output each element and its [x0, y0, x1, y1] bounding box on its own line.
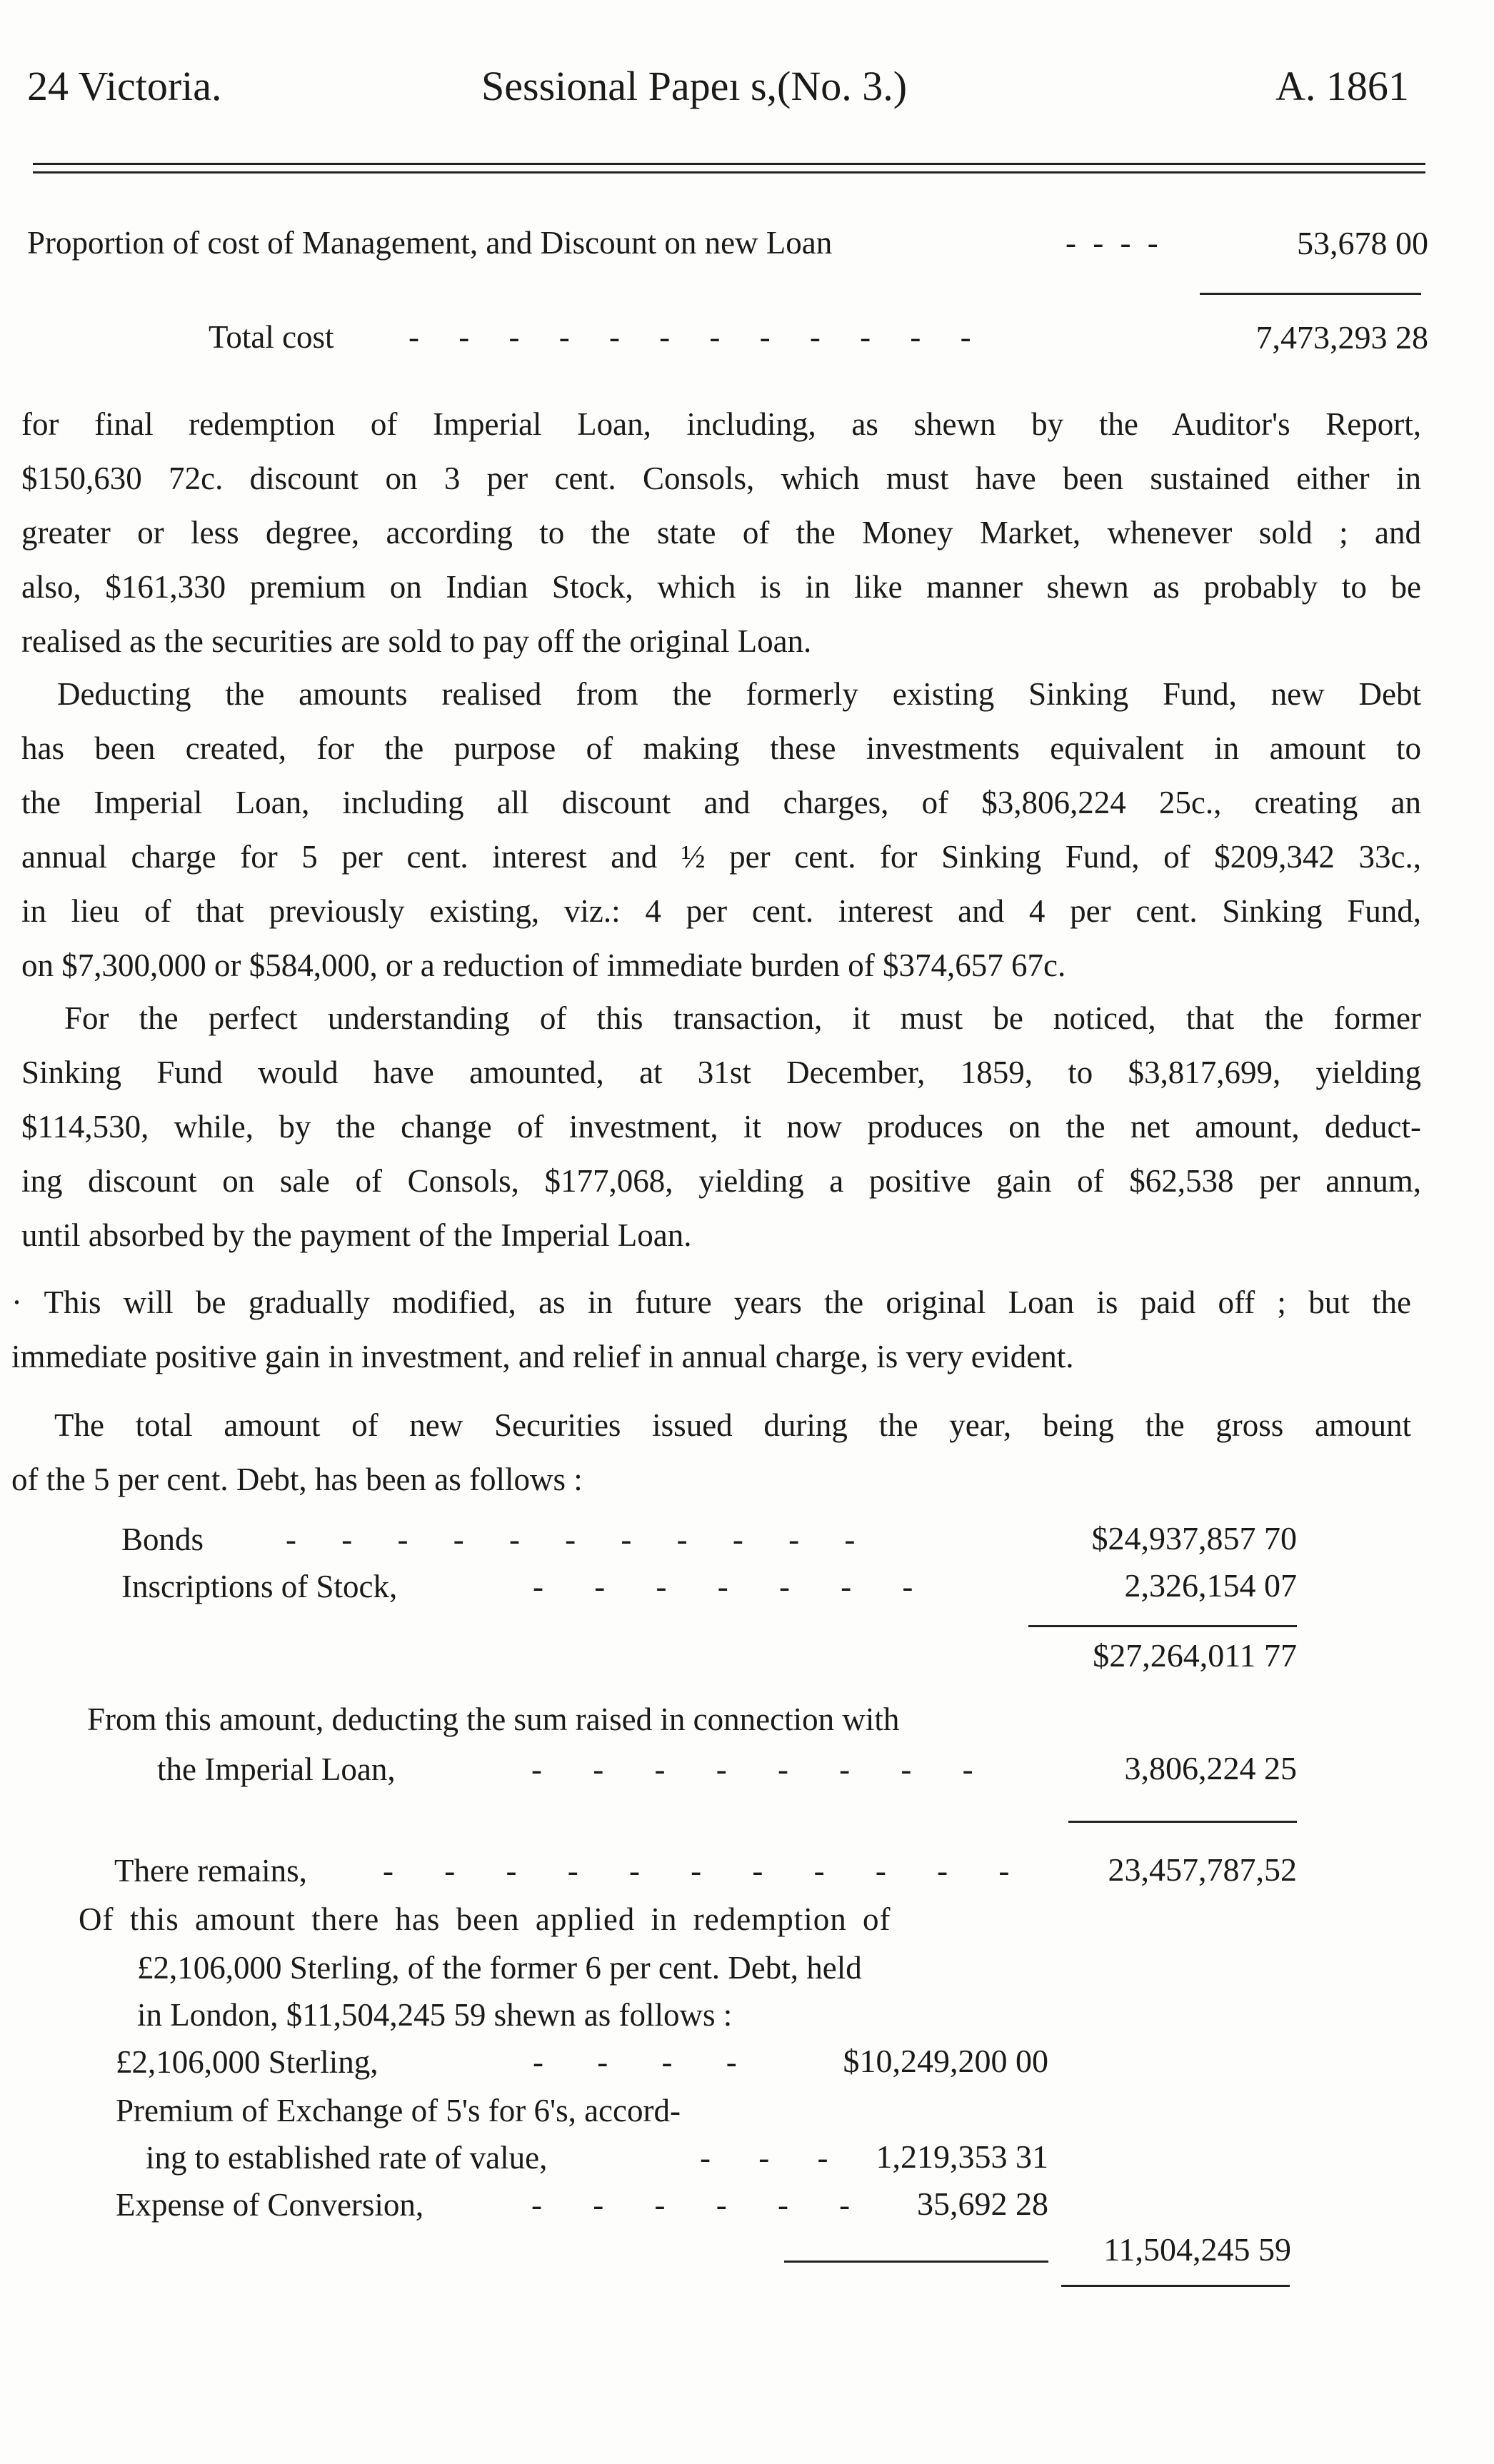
management-leaders: - - - - — [1066, 225, 1163, 261]
stock-label: Inscriptions of Stock, — [121, 1569, 398, 1604]
conversion-rule — [784, 2261, 1048, 2263]
paragraph-line: immediate positive gain in investment, and relief in annual charge, is very evident. — [11, 1339, 1074, 1374]
premium-amount: 1,219,353 31 — [876, 2138, 1048, 2175]
header-rule-top — [33, 163, 1425, 165]
remains-rule — [1068, 1821, 1297, 1823]
stock-amount: 2,326,154 07 — [1124, 1567, 1297, 1604]
deduct-leaders: - - - - - - - - — [531, 1751, 995, 1787]
remains-leaders: - - - - - - - - - - - — [383, 1853, 1031, 1889]
premium-line-1: Premium of Exchange of 5's for 6's, accord- — [116, 2093, 681, 2128]
header-year: A. 1861 — [1275, 63, 1409, 109]
subtotal-amount: $27,264,011 77 — [1093, 1637, 1297, 1674]
applied-line-3: in London, $11,504,245 59 shewn as follows : — [137, 1997, 733, 2033]
header-rule-bottom — [33, 171, 1425, 174]
applied-line-1: Of this amount there has been applied in redemption of — [79, 1901, 891, 1937]
bonds-amount: $24,937,857 70 — [1091, 1520, 1297, 1557]
paragraph-line: · This will be gradually modified, as in future years the original Loan is paid off ; but the — [11, 1284, 1411, 1320]
paragraph-line: The total amount of new Securities issued during the year, being the gross amount — [54, 1407, 1411, 1443]
expense-label: Expense of Conversion, — [116, 2187, 424, 2223]
paragraph-line: greater or less degree, according to the state of the Money Market, whenever sold ; and — [21, 515, 1421, 550]
expense-leaders: - - - - - - — [531, 2187, 872, 2223]
management-amount: 53,678 00 — [1297, 225, 1428, 261]
header-title: Sessional Papeı s,(No. 3.) — [481, 63, 908, 109]
subtotal-rule — [1028, 1625, 1297, 1627]
paragraph-line: Sinking Fund would have amounted, at 31st December, 1859, to $3,817,699, yielding — [21, 1055, 1421, 1090]
total-rule — [1200, 293, 1421, 295]
sterling-leaders: - - - - — [533, 2044, 760, 2080]
paragraph-line: annual charge for 5 per cent. interest and ½ per cent. for Sinking Fund, of $209,342 33c., — [21, 839, 1421, 875]
paragraph-line: on $7,300,000 or $584,000, or a reduction of immediate burden of $374,657 67c. — [21, 947, 1066, 983]
deduct-amount: 3,806,224 25 — [1124, 1750, 1297, 1786]
management-label: Proportion of cost of Management, and Discount on new Loan — [27, 225, 833, 261]
final-rule — [1061, 2285, 1290, 2287]
paragraph-3 — [21, 991, 1421, 1262]
paragraph-line: the Imperial Loan, including all discount and charges, of $3,806,224 25c., creating an — [21, 785, 1421, 820]
bonds-label: Bonds — [121, 1522, 204, 1557]
paragraph-line: of the 5 per cent. Debt, has been as follows : — [11, 1462, 583, 1497]
paragraph-line: has been created, for the purpose of making these investments equivalent in amount to — [21, 730, 1421, 766]
paragraph-line: $114,530, while, by the change of investment, it now produces on the net amount, deduct- — [21, 1109, 1421, 1145]
paragraph-4 — [11, 1275, 1411, 1384]
stock-leaders: - - - - - - - — [533, 1569, 935, 1604]
paragraph-line: realised as the securities are sold to pay off the original Loan. — [21, 623, 812, 659]
paragraph-1 — [21, 397, 1421, 668]
applied-line-2: £2,106,000 Sterling, of the former 6 per cent. Debt, held — [137, 1950, 862, 1986]
sterling-amount: $10,249,200 00 — [843, 2043, 1048, 2079]
deduct-line-2: the Imperial Loan, — [157, 1751, 396, 1787]
paragraph-line: until absorbed by the payment of the Imperial Loan. — [21, 1217, 692, 1253]
remains-label: There remains, — [114, 1853, 307, 1889]
total-amount: 7,473,293 28 — [1255, 319, 1428, 356]
deduct-line-1: From this amount, deducting the sum raised in connection with — [87, 1701, 900, 1737]
premium-line-2: ing to established rate of value, — [146, 2140, 548, 2176]
paragraph-line: also, $161,330 premium on Indian Stock, which is in like manner shewn as probably to be — [21, 569, 1421, 605]
paragraph-line: $150,630 72c. discount on 3 per cent. Consols, which must have been sustained either in — [21, 461, 1421, 496]
paragraph-line: in lieu of that previously existing, viz.: 4 per cent. interest and 4 per cent. Sinking Fund, — [21, 893, 1421, 929]
paragraph-line: For the perfect understanding of this transaction, it must be noticed, that the former — [64, 1000, 1421, 1036]
paragraph-line: ing discount on sale of Consols, $177,068, yielding a positive gain of $62,538 per annum, — [21, 1163, 1421, 1199]
premium-leaders: - - - — [700, 2140, 848, 2176]
header-session: 24 Victoria. — [27, 63, 222, 109]
paragraph-2 — [21, 667, 1421, 992]
total-leaders: - - - - - - - - - - - - — [408, 319, 987, 355]
paragraph-5 — [11, 1398, 1411, 1507]
total-label: Total cost — [209, 319, 334, 355]
paragraph-line: for final redemption of Imperial Loan, including, as shewn by the Auditor's Report, — [21, 406, 1421, 442]
paragraph-line: Deducting the amounts realised from the formerly existing Sinking Fund, new Debt — [57, 676, 1421, 712]
final-amount: 11,504,245 59 — [1103, 2231, 1291, 2268]
bonds-leaders: - - - - - - - - - - - — [286, 1522, 874, 1557]
remains-amount: 23,457,787,52 — [1108, 1851, 1297, 1888]
sterling-label: £2,106,000 Sterling, — [116, 2044, 378, 2080]
expense-amount: 35,692 28 — [917, 2186, 1048, 2222]
